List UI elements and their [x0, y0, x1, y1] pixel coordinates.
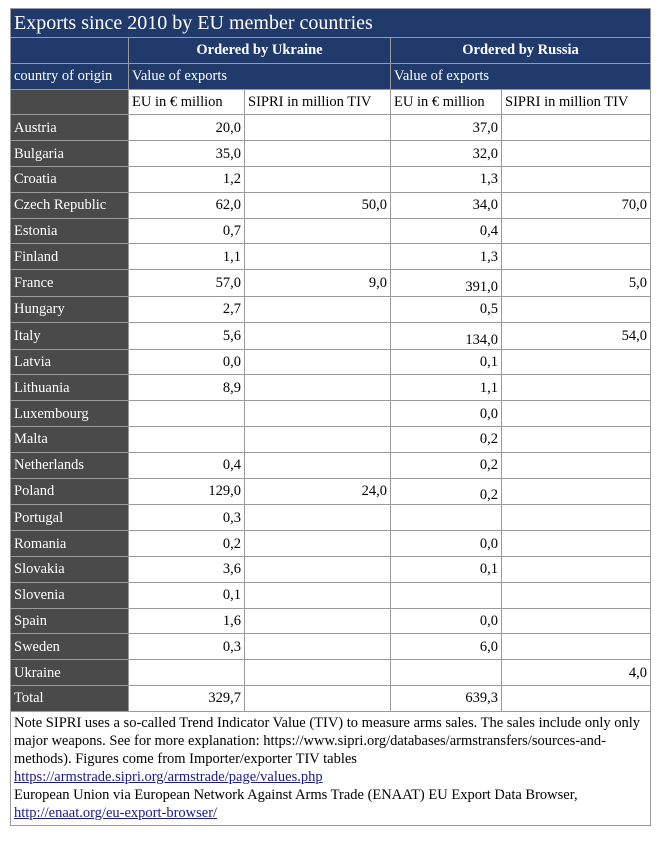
russia-eu-value: 0,0 — [391, 608, 502, 634]
russia-sipri-value — [502, 166, 651, 192]
table-row — [11, 556, 651, 582]
country-cell: Malta — [11, 426, 129, 452]
group-header-row — [11, 38, 651, 64]
russia-sipri-value — [502, 349, 651, 375]
russia-sipri-value — [502, 401, 651, 427]
russia-eu-value: 0,4 — [391, 218, 502, 244]
table-row — [11, 270, 651, 297]
ukraine-eu-value — [129, 426, 245, 452]
russia-eu-value: 391,0 — [391, 270, 502, 297]
table-row — [11, 426, 651, 452]
russia-eu-value: 1,3 — [391, 244, 502, 270]
country-cell: Poland — [11, 478, 129, 505]
ukraine-sipri-value — [245, 375, 391, 401]
russia-sipri-value — [502, 531, 651, 557]
country-cell: Portugal — [11, 505, 129, 531]
russia-eu-value: 639,3 — [391, 685, 502, 711]
table-title: Exports since 2010 by EU member countries — [11, 9, 651, 38]
ukraine-eu-value: 1,1 — [129, 244, 245, 270]
table-row — [11, 296, 651, 322]
russia-eu-value: 0,0 — [391, 401, 502, 427]
exports-table-wrapper — [10, 8, 650, 826]
ukraine-eu-value: 0,1 — [129, 582, 245, 608]
sipri-tiv-ukraine-header: SIPRI in million TIV — [245, 89, 391, 115]
country-of-origin-header: country of origin — [11, 63, 129, 89]
russia-eu-value: 37,0 — [391, 115, 502, 141]
country-cell: Netherlands — [11, 452, 129, 478]
ukraine-sipri-value — [245, 218, 391, 244]
ukraine-eu-value: 329,7 — [129, 685, 245, 711]
ukraine-sipri-value — [245, 426, 391, 452]
ukraine-eu-value: 20,0 — [129, 115, 245, 141]
russia-sipri-value — [502, 296, 651, 322]
country-cell: Latvia — [11, 349, 129, 375]
table-row — [11, 375, 651, 401]
russia-sipri-value: 5,0 — [502, 270, 651, 297]
ukraine-eu-value: 0,3 — [129, 634, 245, 660]
ukraine-sipri-value — [245, 401, 391, 427]
ukraine-sipri-value — [245, 166, 391, 192]
country-cell: Slovenia — [11, 582, 129, 608]
country-cell: Hungary — [11, 296, 129, 322]
country-cell: Spain — [11, 608, 129, 634]
country-cell: France — [11, 270, 129, 297]
table-row — [11, 531, 651, 557]
ukraine-eu-value: 3,6 — [129, 556, 245, 582]
russia-sipri-value — [502, 478, 651, 505]
value-header-row — [11, 63, 651, 89]
ukraine-eu-value: 8,9 — [129, 375, 245, 401]
russia-eu-value: 0,0 — [391, 531, 502, 557]
note-row — [11, 711, 651, 825]
table-row — [11, 608, 651, 634]
table-row — [11, 505, 651, 531]
sipri-values-link[interactable]: https://armstrade.sipri.org/armstrade/page/values.php — [14, 768, 323, 785]
note-cell — [11, 711, 651, 825]
country-cell: Italy — [11, 322, 129, 349]
russia-sipri-value: 4,0 — [502, 660, 651, 686]
country-cell: Romania — [11, 531, 129, 557]
country-cell: Bulgaria — [11, 141, 129, 167]
exports-table — [10, 8, 651, 826]
russia-eu-value: 0,1 — [391, 349, 502, 375]
russia-eu-value: 0,2 — [391, 452, 502, 478]
ukraine-sipri-value — [245, 296, 391, 322]
country-cell: Sweden — [11, 634, 129, 660]
russia-eu-value: 0,2 — [391, 478, 502, 505]
ukraine-eu-value: 62,0 — [129, 192, 245, 218]
russia-sipri-value — [502, 634, 651, 660]
ukraine-sipri-value — [245, 505, 391, 531]
table-row — [11, 192, 651, 218]
table-row — [11, 452, 651, 478]
ukraine-sipri-value — [245, 244, 391, 270]
unit-header-row — [11, 89, 651, 115]
russia-sipri-value — [502, 505, 651, 531]
ukraine-sipri-value: 50,0 — [245, 192, 391, 218]
group-russia-header: Ordered by Russia — [391, 38, 651, 64]
table-row — [11, 349, 651, 375]
ukraine-sipri-value — [245, 115, 391, 141]
empty-header-cell — [11, 38, 129, 64]
ukraine-eu-value — [129, 660, 245, 686]
russia-sipri-value: 70,0 — [502, 192, 651, 218]
ukraine-eu-value — [129, 401, 245, 427]
russia-sipri-value — [502, 685, 651, 711]
note-text-1: Note SIPRI uses a so-called Trend Indicator Value (TIV) to measure arms sales. The sales include only only major weapons. See for more explanation: https://www.sipri.org/databases/armstransfers/sources-and-methods). Figures come from Importer/exporter TIV tables — [14, 714, 641, 767]
russia-sipri-value — [502, 556, 651, 582]
country-cell: Total — [11, 685, 129, 711]
ukraine-sipri-value — [245, 141, 391, 167]
ukraine-eu-value: 0,7 — [129, 218, 245, 244]
country-cell: Slovakia — [11, 556, 129, 582]
ukraine-sipri-value — [245, 634, 391, 660]
ukraine-sipri-value — [245, 685, 391, 711]
russia-sipri-value — [502, 218, 651, 244]
ukraine-eu-value: 1,2 — [129, 166, 245, 192]
russia-eu-value — [391, 660, 502, 686]
country-cell: Finland — [11, 244, 129, 270]
ukraine-eu-value: 57,0 — [129, 270, 245, 297]
ukraine-eu-value: 0,0 — [129, 349, 245, 375]
country-cell: Luxembourg — [11, 401, 129, 427]
country-cell: Estonia — [11, 218, 129, 244]
value-exports-ukraine-header: Value of exports — [129, 63, 391, 89]
table-row — [11, 660, 651, 686]
ukraine-sipri-value — [245, 556, 391, 582]
ukraine-sipri-value: 9,0 — [245, 270, 391, 297]
ukraine-sipri-value — [245, 531, 391, 557]
russia-sipri-value — [502, 452, 651, 478]
country-cell: Croatia — [11, 166, 129, 192]
ukraine-eu-value: 35,0 — [129, 141, 245, 167]
eu-million-ukraine-header: EU in € million — [129, 89, 245, 115]
sipri-tiv-russia-header: SIPRI in million TIV — [502, 89, 651, 115]
title-row — [11, 9, 651, 38]
table-row — [11, 634, 651, 660]
ukraine-sipri-value — [245, 349, 391, 375]
russia-eu-value: 34,0 — [391, 192, 502, 218]
ukraine-eu-value: 5,6 — [129, 322, 245, 349]
table-row — [11, 244, 651, 270]
russia-eu-value: 1,3 — [391, 166, 502, 192]
country-cell: Czech Republic — [11, 192, 129, 218]
ukraine-sipri-value — [245, 582, 391, 608]
table-row — [11, 166, 651, 192]
table-row — [11, 582, 651, 608]
russia-eu-value: 6,0 — [391, 634, 502, 660]
russia-eu-value: 32,0 — [391, 141, 502, 167]
russia-sipri-value — [502, 244, 651, 270]
russia-sipri-value — [502, 115, 651, 141]
ukraine-sipri-value — [245, 452, 391, 478]
russia-sipri-value — [502, 582, 651, 608]
ukraine-sipri-value — [245, 322, 391, 349]
table-row — [11, 478, 651, 505]
russia-eu-value: 0,5 — [391, 296, 502, 322]
russia-sipri-value: 54,0 — [502, 322, 651, 349]
table-row — [11, 218, 651, 244]
russia-sipri-value — [502, 608, 651, 634]
ukraine-sipri-value: 24,0 — [245, 478, 391, 505]
ukraine-eu-value: 0,2 — [129, 531, 245, 557]
group-ukraine-header: Ordered by Ukraine — [129, 38, 391, 64]
russia-eu-value: 134,0 — [391, 322, 502, 349]
country-cell: Austria — [11, 115, 129, 141]
russia-eu-value — [391, 505, 502, 531]
russia-eu-value: 0,2 — [391, 426, 502, 452]
russia-eu-value: 1,1 — [391, 375, 502, 401]
ukraine-sipri-value — [245, 660, 391, 686]
enaat-browser-link[interactable]: http://enaat.org/eu-export-browser/ — [14, 804, 218, 821]
table-row — [11, 322, 651, 349]
empty-unit-cell — [11, 89, 129, 115]
russia-eu-value: 0,1 — [391, 556, 502, 582]
ukraine-sipri-value — [245, 608, 391, 634]
russia-eu-value — [391, 582, 502, 608]
ukraine-eu-value: 0,4 — [129, 452, 245, 478]
russia-sipri-value — [502, 426, 651, 452]
russia-sipri-value — [502, 141, 651, 167]
ukraine-eu-value: 1,6 — [129, 608, 245, 634]
value-exports-russia-header: Value of exports — [391, 63, 651, 89]
ukraine-eu-value: 0,3 — [129, 505, 245, 531]
ukraine-eu-value: 2,7 — [129, 296, 245, 322]
ukraine-eu-value: 129,0 — [129, 478, 245, 505]
note-text-2: European Union via European Network Against Arms Trade (ENAAT) EU Export Data Browser, — [14, 786, 578, 803]
total-row — [11, 685, 651, 711]
table-row — [11, 141, 651, 167]
country-cell: Lithuania — [11, 375, 129, 401]
table-row — [11, 401, 651, 427]
table-row — [11, 115, 651, 141]
eu-million-russia-header: EU in € million — [391, 89, 502, 115]
russia-sipri-value — [502, 375, 651, 401]
country-cell: Ukraine — [11, 660, 129, 686]
